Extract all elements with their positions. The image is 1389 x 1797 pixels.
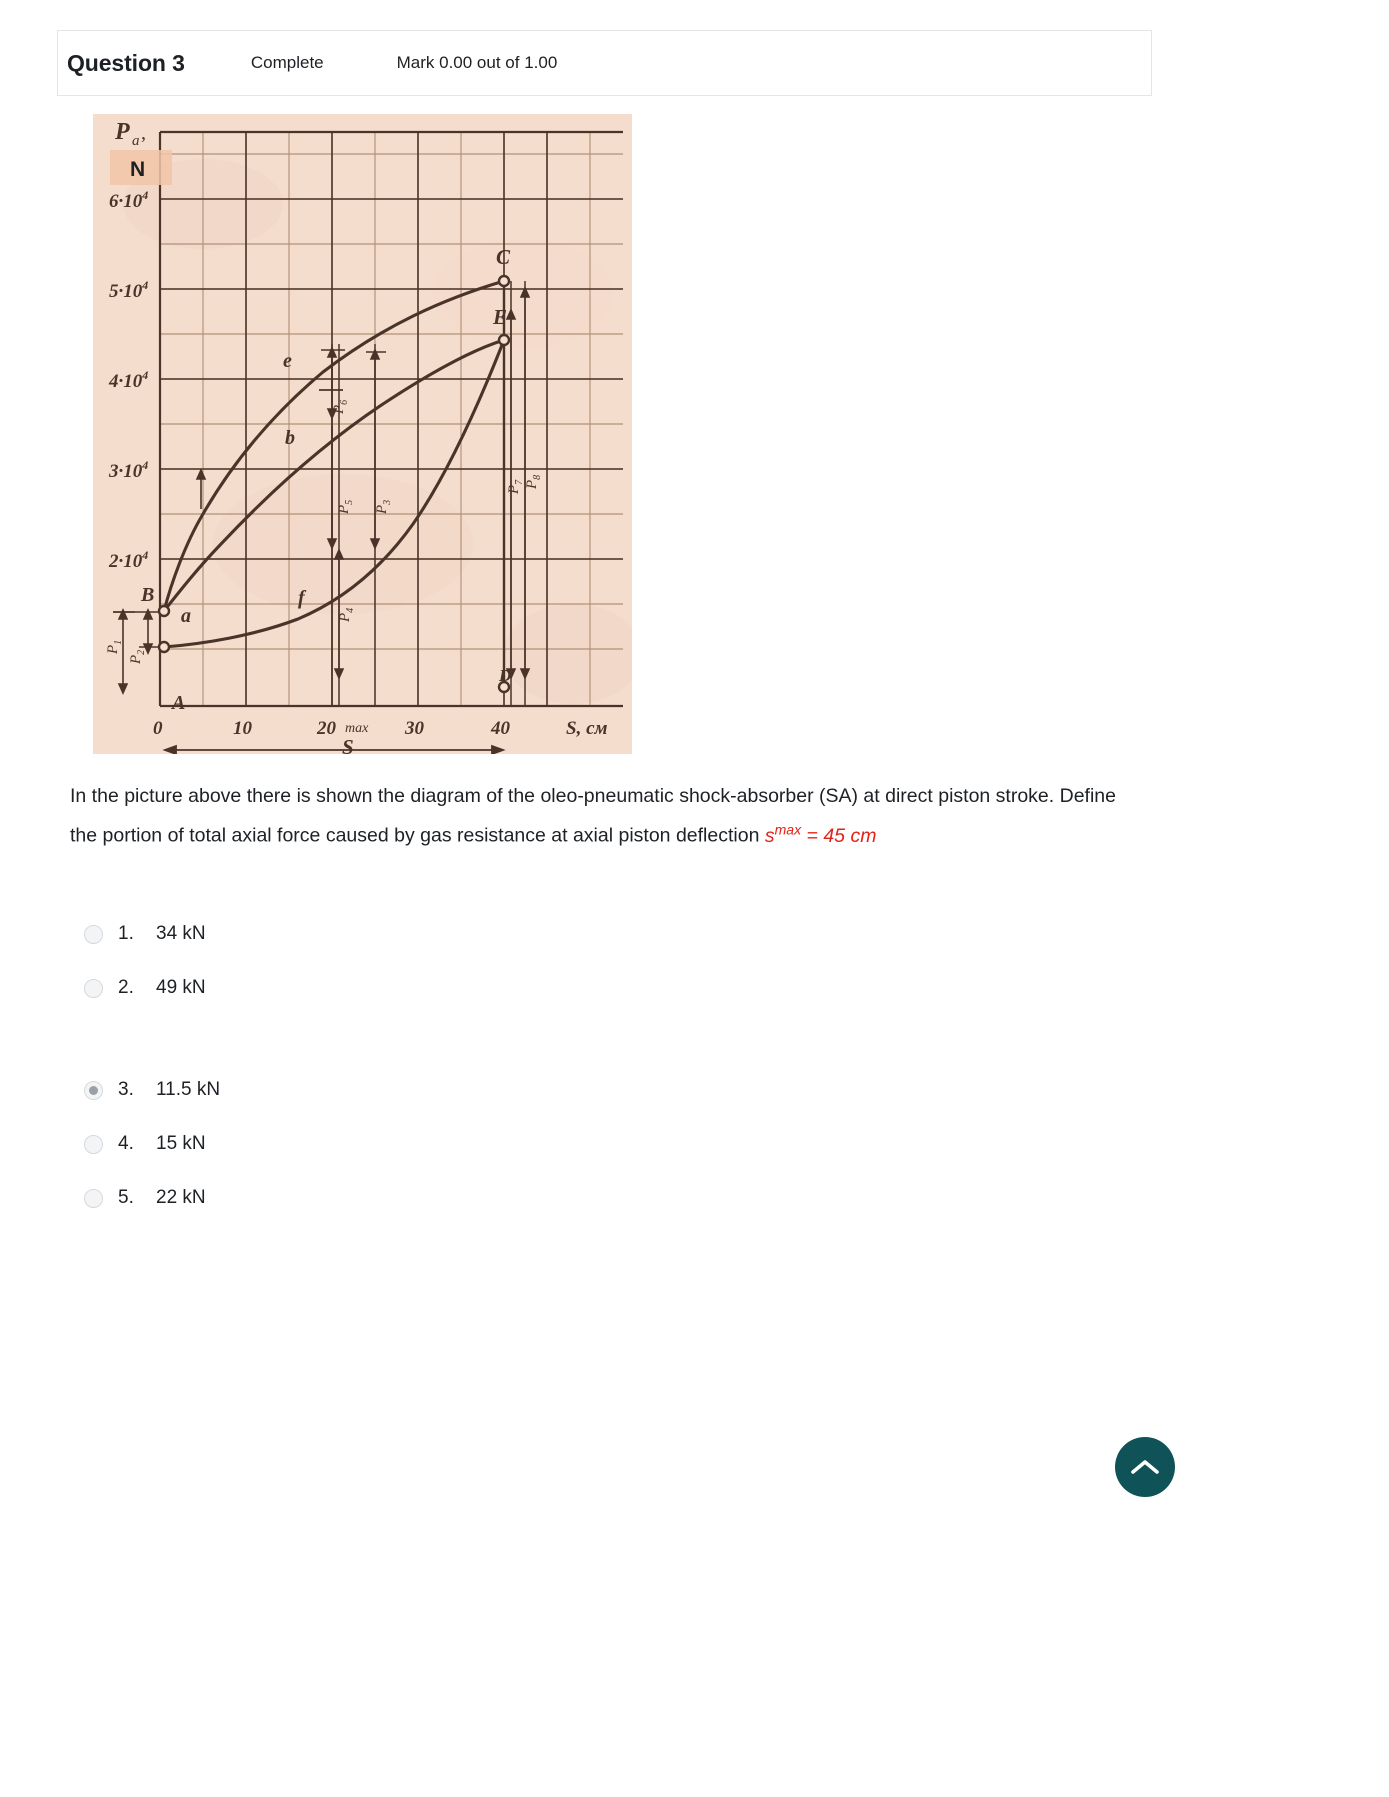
svg-text:,: , bbox=[141, 122, 146, 144]
svg-text:10: 10 bbox=[233, 718, 252, 739]
point-A-marker bbox=[159, 642, 169, 652]
symbol-s: s bbox=[764, 824, 775, 847]
svg-text:20: 20 bbox=[317, 718, 336, 739]
svg-text:3·104: $3\cdot 10^4$ bbox=[109, 458, 149, 482]
svg-text:P7: $P_7$ bbox=[506, 479, 525, 494]
question-header-card bbox=[57, 30, 1152, 96]
svg-text:C: C bbox=[496, 245, 511, 269]
svg-text:6·104: $6\cdot 10^4$ bbox=[109, 188, 149, 212]
answer-option-1[interactable] bbox=[84, 920, 684, 948]
radio-button-5[interactable] bbox=[84, 1189, 103, 1208]
svg-text:A: A bbox=[172, 692, 186, 714]
radio-button-4[interactable] bbox=[84, 1135, 103, 1154]
symbol-s-superscript: max bbox=[774, 821, 802, 837]
svg-text:S: S bbox=[342, 735, 354, 754]
point-C-marker bbox=[499, 276, 509, 286]
svg-text:0: 0 bbox=[153, 718, 163, 739]
answer-option-5[interactable] bbox=[84, 1184, 684, 1212]
answer-option-4[interactable] bbox=[84, 1130, 684, 1158]
svg-text:P: P bbox=[115, 119, 130, 145]
svg-text:e: e bbox=[283, 350, 292, 372]
svg-text:2·104: $2\cdot 10^4$ bbox=[109, 548, 149, 572]
answer-option-2[interactable] bbox=[84, 974, 684, 1002]
svg-text:B: B bbox=[141, 584, 155, 606]
question-mark: Mark 0.00 out of 1.00 bbox=[396, 53, 558, 72]
answer-index-2: 2. bbox=[118, 977, 134, 998]
deflection-equals-value: = 45 cm bbox=[801, 824, 877, 847]
point-B-marker bbox=[159, 606, 169, 616]
shock-absorber-diagram-figure bbox=[93, 114, 632, 754]
question-number: Question 3 bbox=[67, 49, 185, 76]
svg-text:D: D bbox=[499, 666, 512, 685]
answer-label-3: 11.5 kN bbox=[156, 1079, 221, 1100]
question-deflection-value bbox=[764, 821, 877, 847]
diagram-svg bbox=[93, 114, 632, 754]
svg-text:a: a bbox=[132, 133, 140, 149]
question-line-2: direct piston stroke. Define the portion of total axial force caused by gas resistance at axial piston bbox=[70, 785, 1116, 847]
answer-label-5: 22 kN bbox=[156, 1187, 206, 1208]
svg-text:P4: $P_4$ bbox=[337, 607, 356, 622]
point-E-marker bbox=[499, 335, 509, 345]
radio-button-2[interactable] bbox=[84, 979, 103, 998]
radio-button-1[interactable] bbox=[84, 925, 103, 944]
svg-text:P8: $P_8$ bbox=[524, 474, 543, 489]
answer-label-4: 15 kN bbox=[156, 1133, 206, 1154]
svg-text:S, см: S, см bbox=[566, 718, 608, 739]
question-line-1: In the picture above there is shown the diagram of the oleo-pneumatic shock-absorber (SA) at bbox=[70, 785, 880, 807]
svg-text:E: E bbox=[493, 305, 508, 329]
svg-text:30: 30 bbox=[405, 718, 424, 739]
svg-text:P1: $P_1$ bbox=[105, 639, 124, 654]
answer-label-1: 34 kN bbox=[156, 923, 206, 944]
svg-text:40: 40 bbox=[491, 718, 510, 739]
answer-index-4: 4. bbox=[118, 1133, 134, 1154]
answer-options-list bbox=[84, 920, 684, 1238]
svg-text:P3: $P_3$ bbox=[374, 499, 393, 514]
svg-text:f: f bbox=[298, 587, 305, 609]
question-state: Complete bbox=[250, 53, 324, 72]
svg-text:4·104: $4\cdot 10^4$ bbox=[109, 368, 149, 392]
svg-text:P5: $P_5$ bbox=[336, 499, 355, 514]
question-text bbox=[70, 780, 1134, 853]
y-axis-unit: N bbox=[130, 158, 146, 181]
chevron-up-icon bbox=[1130, 1458, 1160, 1476]
svg-text:a: a bbox=[181, 605, 191, 627]
svg-text:5·104: $5\cdot 10^4$ bbox=[109, 278, 149, 302]
svg-text:P2: $P_2$ bbox=[128, 649, 147, 664]
svg-text:b: b bbox=[285, 427, 295, 449]
answer-option-3[interactable] bbox=[84, 1076, 684, 1104]
svg-text:P6: $P_6$ bbox=[331, 399, 350, 414]
question-line-3-prefix: deflection bbox=[675, 824, 765, 847]
answer-index-1: 1. bbox=[118, 923, 134, 944]
svg-text:max: max bbox=[345, 721, 369, 736]
radio-button-3[interactable] bbox=[84, 1081, 103, 1100]
answer-index-3: 3. bbox=[118, 1079, 134, 1100]
answer-index-5: 5. bbox=[118, 1187, 134, 1208]
scroll-to-top-button[interactable] bbox=[1115, 1437, 1175, 1497]
answer-label-2: 49 kN bbox=[156, 977, 206, 998]
